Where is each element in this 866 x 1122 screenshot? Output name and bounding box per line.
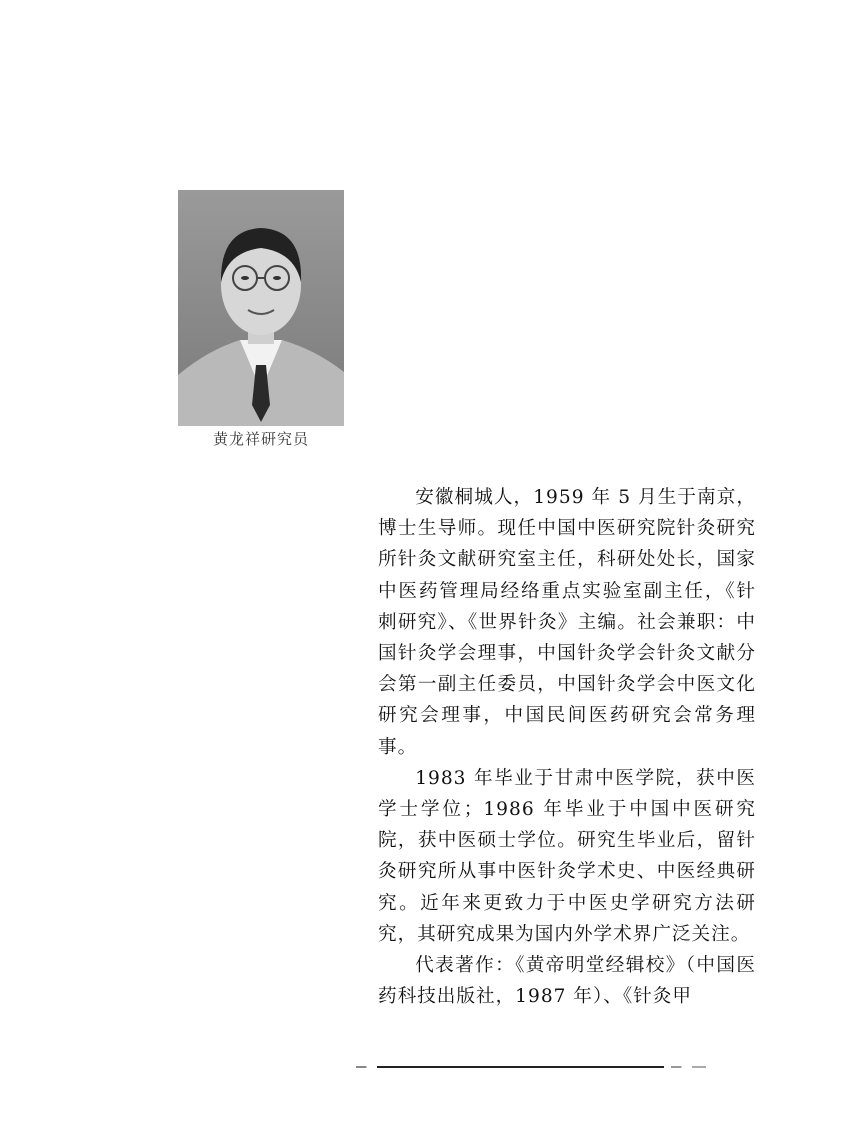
biography-paragraph-3: 代表著作：《黄帝明堂经辑校》（中国医药科技出版社，1987 年）、《针灸甲 xyxy=(378,955,756,1008)
biography-paragraph-1: 安徽桐城人，1959 年 5 月生于南京，博士生导师。现任中国中医研究院针灸研究所针灸文献研究室主任，科研处处长，国家中医药管理局经络重点实验室副主任，《针刺研究》、《世界针灸》主编。社会兼职：中国针灸学会理事，中国针灸学会针灸文献分会第一副主任委员，中国针灸学会中医文化研究会理事，中国民间医药研究会常务理事。 xyxy=(378,487,756,758)
biography-text xyxy=(378,482,756,1012)
photo-caption: 黄龙祥研究员 xyxy=(212,430,309,448)
bottom-divider xyxy=(356,1066,706,1068)
portrait-photo xyxy=(178,190,344,426)
biography-paragraph-2: 1983 年毕业于甘肃中医学院，获中医学士学位；1986 年毕业于中国中医研究院，获中医硕士学位。研究生毕业后，留针灸研究所从事中医针灸学术史、中医经典研究。近年来更致力于中医史学研究方法研究，其研究成果为国内外学术界广泛关注。 xyxy=(378,767,756,945)
